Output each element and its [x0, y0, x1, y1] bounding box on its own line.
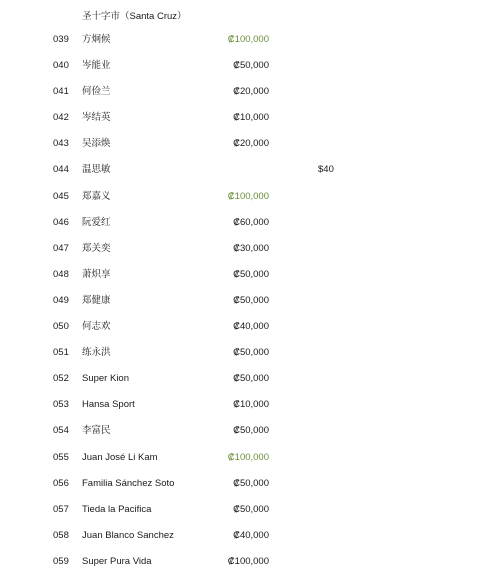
- entry-number: 041: [53, 86, 69, 98]
- entry-number: 053: [53, 399, 69, 411]
- entry-number: 057: [53, 503, 69, 515]
- list-item: [0, 397, 500, 423]
- entry-number: 054: [53, 425, 69, 437]
- list-item: [0, 293, 500, 319]
- list-item: [0, 84, 500, 110]
- list-item: [0, 423, 500, 449]
- entry-number: 058: [53, 529, 69, 541]
- list-item: [0, 476, 500, 502]
- donation-amount-colones: ₡100,000: [227, 555, 269, 567]
- entry-number: 059: [53, 555, 69, 567]
- donation-amount-colones: ₡50,000: [233, 294, 269, 306]
- donor-name: 岑结英: [82, 112, 111, 124]
- list-item: [0, 502, 500, 528]
- donation-amount-colones: ₡50,000: [233, 347, 269, 359]
- list-item: [0, 554, 500, 580]
- donation-amount-colones: ₡40,000: [233, 321, 269, 333]
- donor-name: 郑嘉义: [82, 190, 111, 202]
- donation-amount-colones: ₡50,000: [233, 60, 269, 72]
- donor-list: [0, 32, 500, 580]
- list-item: [0, 371, 500, 397]
- list-item: [0, 528, 500, 554]
- donation-amount-colones: ₡40,000: [233, 529, 269, 541]
- list-item: [0, 215, 500, 241]
- donation-amount-colones: ₡20,000: [233, 86, 269, 98]
- donor-name: 萧炽享: [82, 268, 111, 280]
- donor-name: Juan José Li Kam: [82, 451, 158, 463]
- donation-amount-colones: ₡50,000: [233, 373, 269, 385]
- list-item: [0, 189, 500, 215]
- donor-name: 李富民: [82, 425, 111, 437]
- donor-name: 练永洪: [82, 347, 111, 359]
- donation-amount-colones: ₡100,000: [227, 190, 269, 202]
- donor-name: 郑关奕: [82, 242, 111, 254]
- donation-amount-colones: ₡50,000: [233, 503, 269, 515]
- list-item: [0, 241, 500, 267]
- list-item: [0, 136, 500, 162]
- entry-number: 047: [53, 242, 69, 254]
- donor-name: Juan Blanco Sanchez: [82, 529, 174, 541]
- donor-name: 吴添焕: [82, 138, 111, 150]
- donor-name: Hansa Sport: [82, 399, 135, 411]
- entry-number: 055: [53, 451, 69, 463]
- donor-name: 阮爱红: [82, 216, 111, 228]
- donor-name: Super Kion: [82, 373, 130, 385]
- donation-amount-colones: ₡100,000: [227, 34, 269, 45]
- entry-number: 044: [53, 164, 69, 176]
- entry-number: 051: [53, 347, 69, 359]
- donation-amount-colones: ₡60,000: [233, 216, 269, 228]
- entry-number: 046: [53, 216, 69, 228]
- donor-name: 方炯候: [82, 34, 111, 45]
- donor-name: 郑健康: [82, 294, 111, 306]
- entry-number: 056: [53, 477, 69, 489]
- list-item: [0, 58, 500, 84]
- list-item: [0, 345, 500, 371]
- entry-number: 043: [53, 138, 69, 150]
- donor-name: 何志欢: [82, 321, 111, 333]
- entry-number: 050: [53, 321, 69, 333]
- donation-amount-colones: ₡10,000: [233, 399, 269, 411]
- entry-number: 048: [53, 268, 69, 280]
- donor-name: Familia Sánchez Soto: [82, 477, 175, 489]
- list-item: [0, 32, 500, 58]
- donation-amount-colones: ₡50,000: [233, 477, 269, 489]
- list-item: [0, 319, 500, 345]
- donor-name: 温思敏: [82, 164, 111, 176]
- list-item: [0, 450, 500, 476]
- donation-amount-colones: ₡10,000: [233, 112, 269, 124]
- donor-name: 何俭兰: [82, 86, 111, 98]
- donor-name: Tieda la Pacifica: [82, 503, 152, 515]
- entry-number: 040: [53, 60, 69, 72]
- list-item: [0, 110, 500, 136]
- donation-amount-colones: ₡50,000: [233, 268, 269, 280]
- donation-amount-colones: ₡100,000: [227, 451, 269, 463]
- entry-number: 049: [53, 294, 69, 306]
- donation-amount-usd: $40: [318, 164, 334, 176]
- donation-amount-colones: ₡20,000: [233, 138, 269, 150]
- donor-name: 岑能业: [82, 60, 111, 72]
- list-item: [0, 162, 500, 188]
- list-item: [0, 267, 500, 293]
- entry-number: 052: [53, 373, 69, 385]
- donor-name: Super Pura Vida: [82, 555, 152, 567]
- entry-number: 042: [53, 112, 69, 124]
- donation-amount-colones: ₡30,000: [233, 242, 269, 254]
- entry-number: 045: [53, 190, 69, 202]
- entry-number: 039: [53, 34, 69, 45]
- section-title: 圣十字市（Santa Cruz）: [82, 11, 187, 22]
- donation-amount-colones: ₡50,000: [233, 425, 269, 437]
